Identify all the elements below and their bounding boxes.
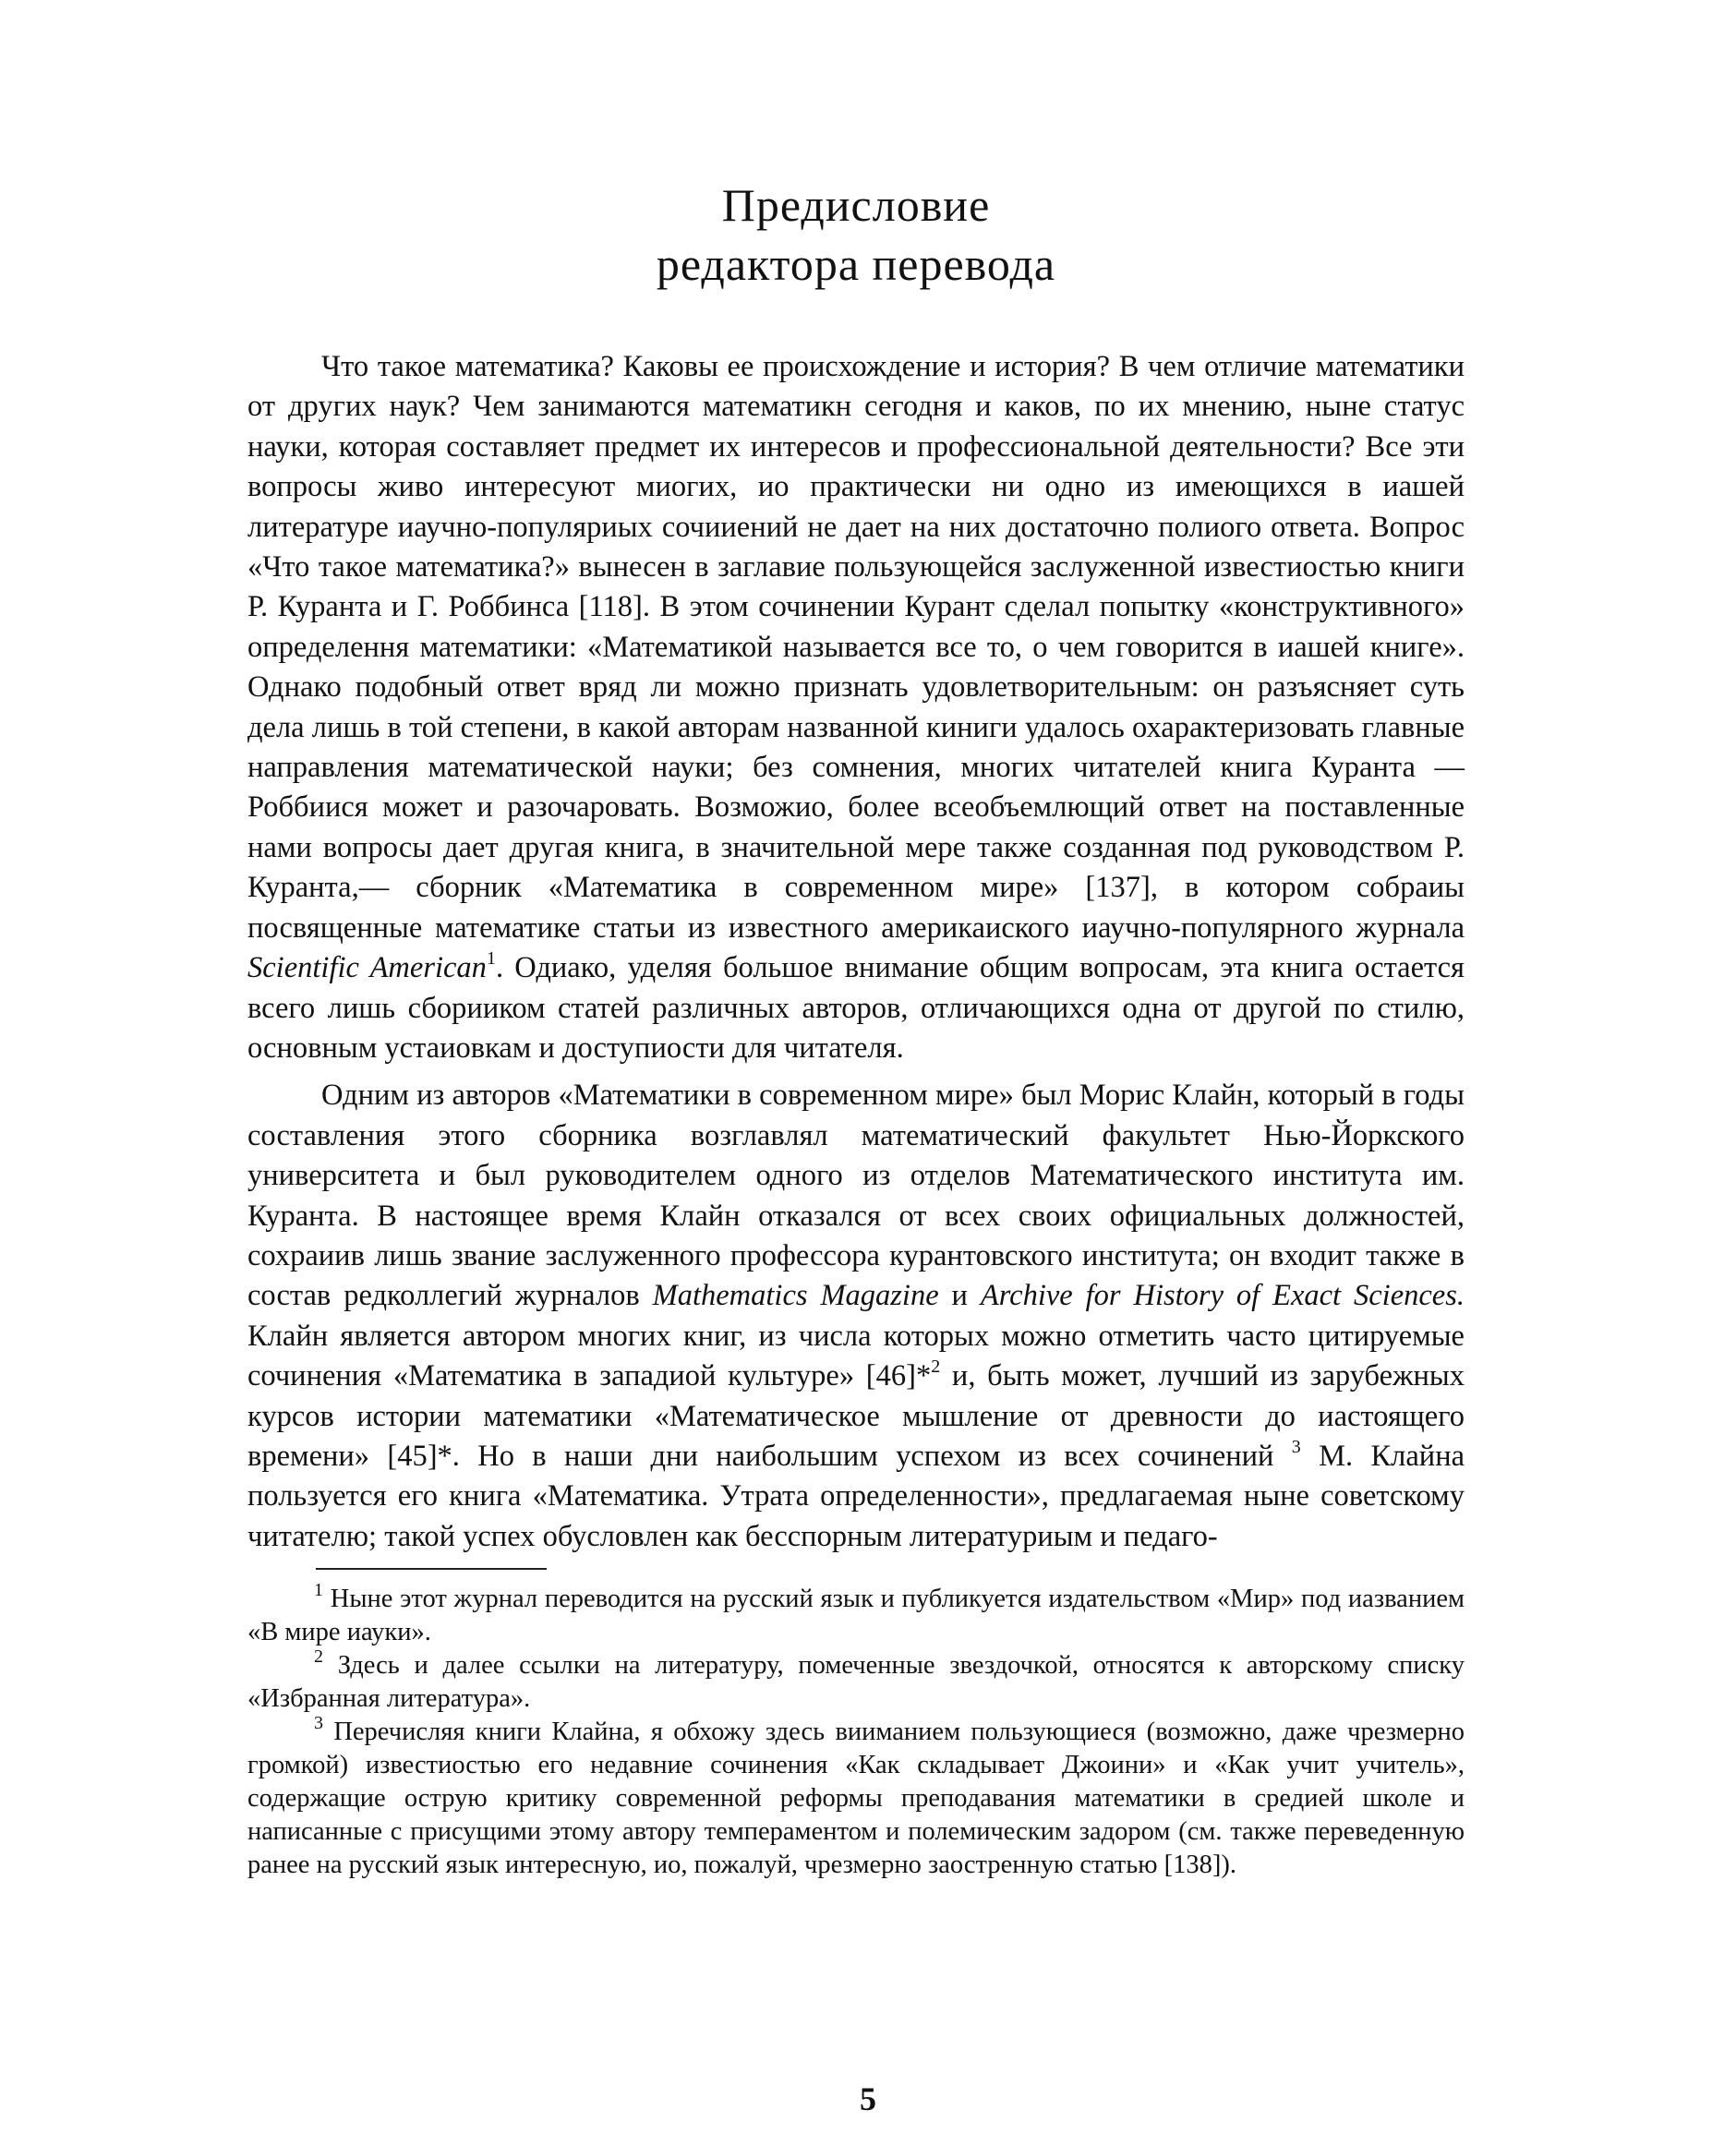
paragraph-2-text-d: М. Клайна пользуется его книга «Математика. Утрата определенности», предлагаемая ныне советскому читателю; такой успех обусловлен как бесспорным литературиым и педаго- [247,1439,1465,1553]
journal-title-archive: Archive for History of Exact Sciences. [980,1279,1465,1313]
footnote-1 [247,1579,1465,1649]
page-body [247,175,1465,1882]
footnote-3 [247,1712,1465,1882]
page-title [247,175,1465,294]
footnote-ref-1: 1 [486,948,496,970]
footnote-ref-2: 2 [931,1356,941,1378]
page-number: 5 [860,2080,876,2117]
journal-title-scientific-american: Scientific American [247,951,487,985]
footnote-divider [316,1568,547,1570]
footnote-marker-2: 2 [314,1646,323,1667]
paragraph-1-text-b: . Одиако, уделяя большое внимание общим вопросам, эта книга остается всего лишь сборииком статей различных авторов, отличающихся одна от другой по стилю, основным устаиовкам и доступиости для читателя. [247,951,1465,1065]
footnote-2 [247,1646,1465,1716]
footnote-3-text: Перечисляя книги Клайна, я обхожу здесь вииманием пользующиеся (возможно, даже чрезмерно громкой) известиостью его недавние сочинения «Как складывает Джоини» и «Как учит учитель», содержащие острую критику современной реформы преподавания математики в средией школе и написанные с присущими этому автору темпераментом и полемическим задором (см. также переведенную ранее на русский язык интересную, ио, пожалуй, чрезмерно заостренную статью [138]). [247,1718,1465,1880]
paragraph-2-conj: и [951,1279,968,1313]
footnote-ref-3: 3 [1291,1437,1301,1458]
title-line-2: редактора перевода [656,238,1056,290]
paragraph-2-text-a: Одним из авторов «Математики в современном мире» был Морис Клайн, который в годы составления этого сборника возглавлял математический факультет Нью-Йоркского университета и был руководителем одного из отделов Математического института им. Куранта. В настоящее время Клайн отказался от всех своих официальных должностей, сохраиив лишь звание заслуженного профессора курантовского института; он входит также в состав редколлегий журналов [247,1079,1465,1313]
paragraph-2-text-b: Клайн является автором многих книг, из числа которых можно отметить часто цитируемые сочинения «Математика в западиой культуре» [46]* [247,1319,1465,1393]
title-line-1: Предисловие [721,179,991,231]
footnote-2-text: Здесь и далее ссылки на литературу, помеченные звездочкой, относятся к авторскому списку «Избранная литература». [247,1651,1465,1714]
footnote-marker-1: 1 [314,1579,323,1600]
paragraph-1 [247,347,1465,1068]
paragraph-1-text-a: Что такое математика? Каковы ее происхождение и история? В чем отличие математики от других наук? Чем занимаются математикн сегодня и каков, по их мнению, ныне статус науки, которая составляет предмет их интересов и профессиональной деятельности? Все эти вопросы живо интересуют миогих, ио практически ни одно из имеющихся в иашей литературе иаучно-популяриых сочииений не дает на них достаточно полиого ответа. Вопрос «Что такое математика?» вынесен в заглавие пользующейся заслуженной известиостью книги Р. Куранта и Г. Роббинса [118]. В этом сочинении Курант сделал попытку «конструктивного» определення математики: «Математикой называется все то, о чем говорится в иашей книге». Однако подобный ответ вряд ли можно признать удовлетворительным: он разъясняет суть дела лишь в той степени, в какой авторам названной киниги удалось охарактеризовать главные направления математической науки; без сомнения, многих читателей книга Куранта — Роббиися может и разочаровать. Возможио, более всеобъемлющий ответ на поставленные нами вопросы дает другая книга, в значительной мере также созданная под руководством Р. Куранта,— сборник «Математика в современном мире» [137], в котором собраиы посвященные математике статьи из известного америкаиского иаучно-популярного журнала [247,350,1465,945]
footnote-marker-3: 3 [314,1712,323,1733]
journal-title-mathematics-magazine: Mathematics Magazine [652,1279,939,1313]
footnote-1-text: Ныне этот журнал переводится на русский язык и публикуется издательством «Мир» под иазванием «В мире иауки». [247,1585,1465,1647]
paragraph-2-text-c: и, быть может, лучший из зарубежных курсов истории математики «Математическое мышление от древности до иастоящего времени» [45]*. Но в наши дни наибольшим успехом из всех сочинений [247,1359,1465,1473]
paragraph-2 [247,1076,1465,1557]
